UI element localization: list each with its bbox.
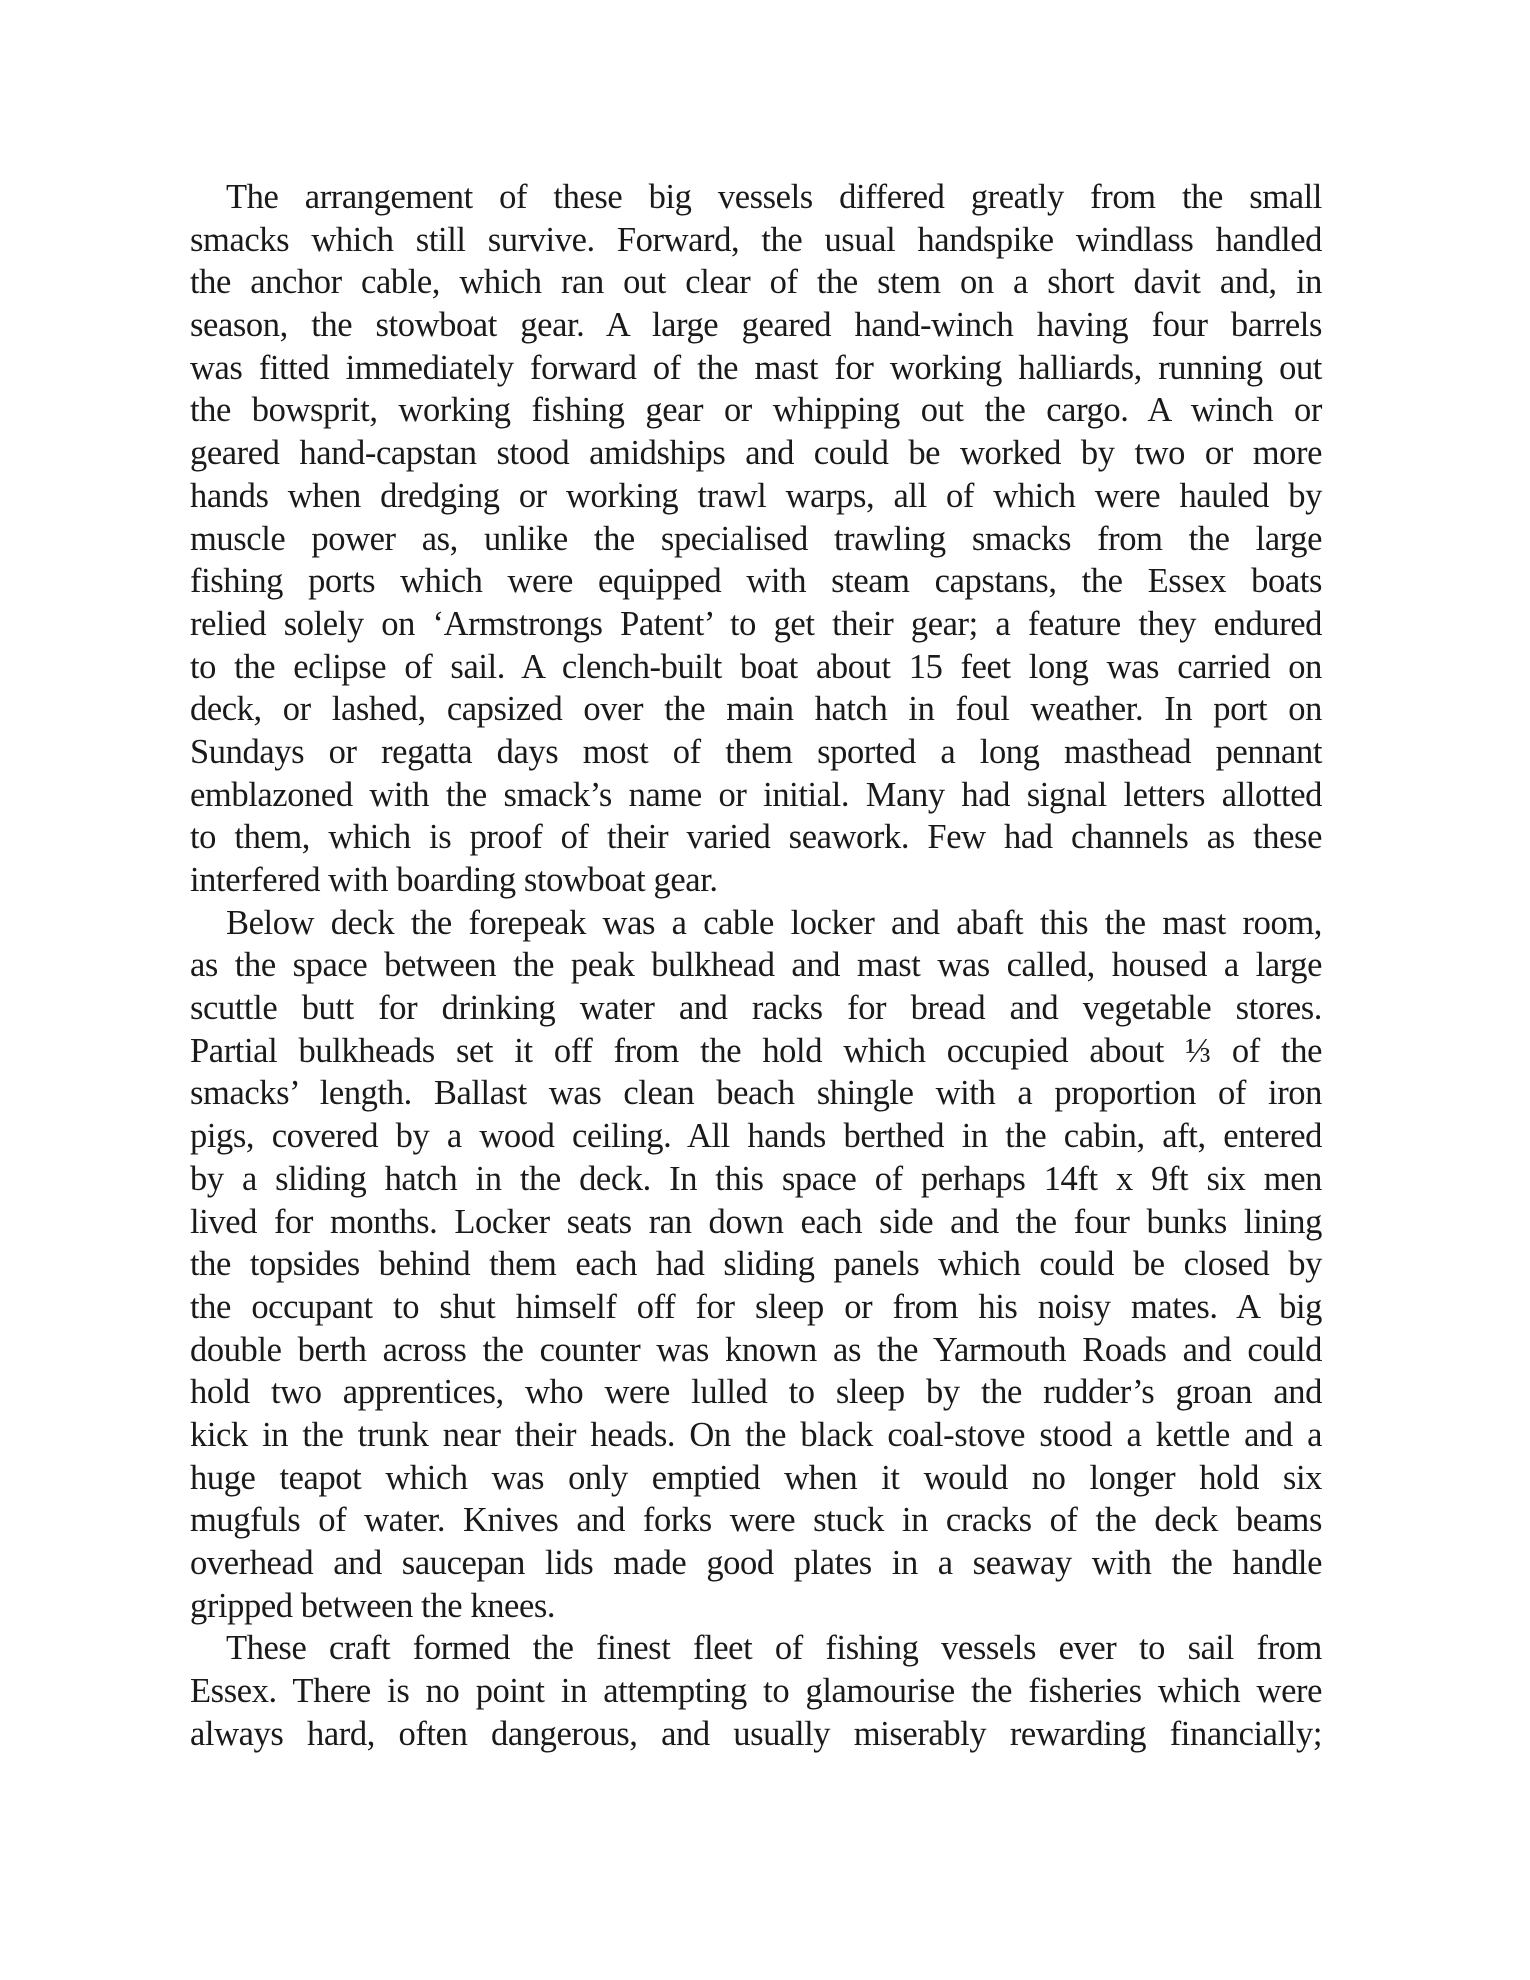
- text-line: gripped between the knees.: [190, 1586, 556, 1625]
- text-line: as the space between the peak bulkhead and mast was called, housed a large: [190, 946, 1322, 985]
- text-line: double berth across the counter was known as the Yarmouth Roads and could: [190, 1330, 1322, 1369]
- text-line: the topsides behind them each had sliding panels which could be closed by: [190, 1245, 1322, 1284]
- text-line: lived for months. Locker seats ran down each side and the four bunks lining: [190, 1202, 1322, 1241]
- text-line: always hard, often dangerous, and usually miserably rewarding financially;: [190, 1714, 1322, 1753]
- text-line: hold two apprentices, who were lulled to sleep by the rudder’s groan and: [190, 1373, 1322, 1412]
- text-line: The arrangement of these big vessels differed greatly from the small: [226, 178, 1322, 216]
- text-line: was fitted immediately forward of the mast for working halliards, running out: [190, 348, 1322, 387]
- paragraph-fleet: [190, 1627, 1322, 1755]
- text-line: relied solely on ‘Armstrongs Patent’ to get their gear; a feature they endured: [190, 604, 1322, 643]
- text-line: mugfuls of water. Knives and forks were stuck in cracks of the deck beams: [190, 1501, 1322, 1540]
- text-line: These craft formed the finest fleet of fishing vessels ever to sail from: [226, 1629, 1322, 1668]
- text-line: hands when dredging or working trawl warps, all of which were hauled by: [190, 476, 1322, 515]
- text-line: muscle power as, unlike the specialised trawling smacks from the large: [190, 519, 1322, 558]
- text-line: huge teapot which was only emptied when it would no longer hold six: [190, 1458, 1322, 1497]
- text-line: interfered with boarding stowboat gear.: [190, 861, 718, 899]
- text-line: kick in the trunk near their heads. On the black coal-stove stood a kettle and a: [190, 1415, 1322, 1454]
- text-line: emblazoned with the smack’s name or initial. Many had signal letters allotted: [190, 775, 1322, 814]
- text-line: pigs, covered by a wood ceiling. All hands berthed in the cabin, aft, entered: [190, 1117, 1322, 1156]
- text-line: Partial bulkheads set it off from the hold which occupied about ⅓ of the: [190, 1031, 1322, 1070]
- text-line: deck, or lashed, capsized over the main hatch in foul weather. In port on: [190, 690, 1322, 729]
- text-line: Sundays or regatta days most of them sported a long masthead pennant: [190, 732, 1322, 771]
- text-line: the occupant to shut himself off for sleep or from his noisy mates. A big: [190, 1287, 1322, 1326]
- text-line: Essex. There is no point in attempting to glamourise the fisheries which were: [190, 1672, 1322, 1711]
- paragraph-deck-arrangement: [190, 176, 1322, 902]
- text-line: smacks which still survive. Forward, the usual handspike windlass handled: [190, 220, 1322, 259]
- text-line: geared hand-capstan stood amidships and could be worked by two or more: [190, 434, 1322, 473]
- text-line: smacks’ length. Ballast was clean beach shingle with a proportion of iron: [190, 1074, 1322, 1113]
- text-line: to them, which is proof of their varied seawork. Few had channels as these: [190, 818, 1322, 857]
- text-line: to the eclipse of sail. A clench-built boat about 15 feet long was carried on: [190, 647, 1322, 686]
- text-line: scuttle butt for drinking water and racks for bread and vegetable stores.: [190, 989, 1322, 1028]
- paragraph-below-deck: [190, 902, 1322, 1628]
- text-line: fishing ports which were equipped with steam capstans, the Essex boats: [190, 562, 1322, 601]
- text-line: Below deck the forepeak was a cable locker and abaft this the mast room,: [226, 903, 1322, 942]
- text-line: the bowsprit, working fishing gear or whipping out the cargo. A winch or: [190, 391, 1322, 430]
- document-page: [190, 176, 1322, 1755]
- text-line: by a sliding hatch in the deck. In this space of perhaps 14ft x 9ft six men: [190, 1159, 1322, 1198]
- text-line: overhead and saucepan lids made good plates in a seaway with the handle: [190, 1544, 1322, 1582]
- text-line: season, the stowboat gear. A large geared hand-winch having four barrels: [190, 306, 1322, 345]
- text-line: the anchor cable, which ran out clear of the stem on a short davit and, in: [190, 263, 1322, 302]
